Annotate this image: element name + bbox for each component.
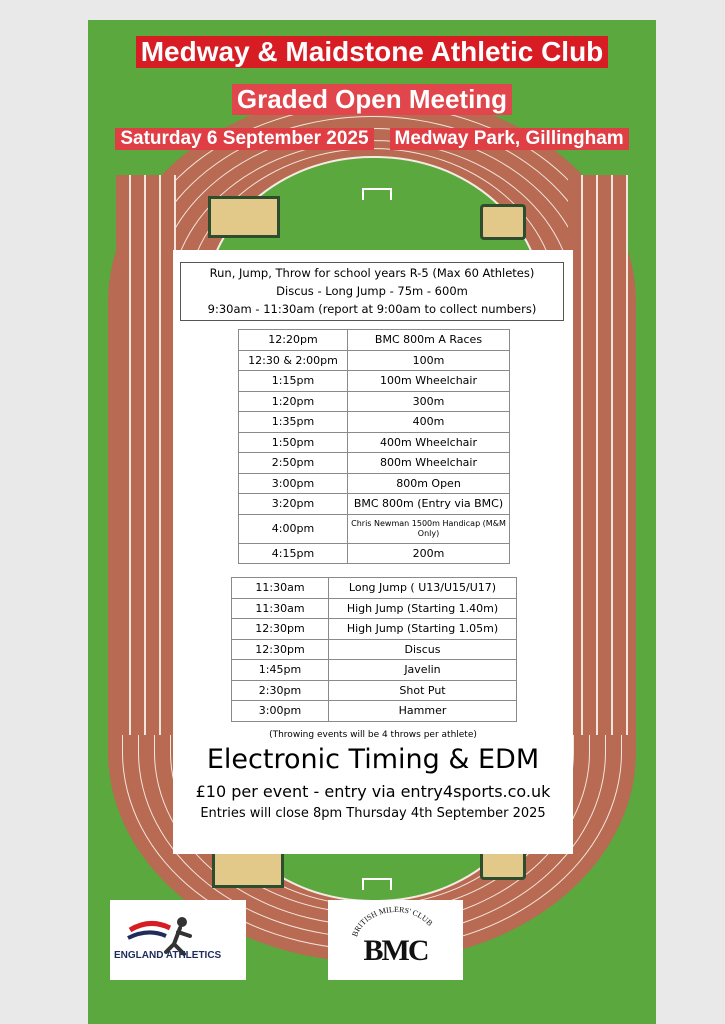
england-athletics-logo xyxy=(110,900,246,980)
table-row xyxy=(232,598,517,619)
entry-fee: £10 per event - entry via entry4sports.co.uk xyxy=(195,782,551,801)
event-time: 3:00pm xyxy=(232,701,329,722)
table-row xyxy=(239,473,510,494)
table-row xyxy=(232,660,517,681)
track-events-table xyxy=(238,329,510,564)
event-time: 1:20pm xyxy=(239,391,348,412)
event-name: Shot Put xyxy=(329,680,517,701)
event-name: 800m Open xyxy=(348,473,510,494)
table-row xyxy=(239,494,510,515)
event-time: 12:30 & 2:00pm xyxy=(239,350,348,371)
sand-pit xyxy=(208,196,280,238)
club-title: Medway & Maidstone Athletic Club xyxy=(88,36,656,68)
home-straight xyxy=(116,175,176,735)
intro-line: Run, Jump, Throw for school years R-5 (Max 60 Athletes) xyxy=(209,266,535,280)
runner-icon xyxy=(110,900,246,980)
event-name: 100m xyxy=(348,350,510,371)
event-name: 400m Wheelchair xyxy=(348,432,510,453)
event-time: 3:00pm xyxy=(239,473,348,494)
england-athletics-text: ENGLAND ATHLETICS xyxy=(114,950,222,961)
event-time: 3:20pm xyxy=(239,494,348,515)
event-time: 1:35pm xyxy=(239,412,348,433)
table-row xyxy=(232,578,517,599)
event-time: 2:30pm xyxy=(232,680,329,701)
table-row xyxy=(239,371,510,392)
event-name: Javelin xyxy=(329,660,517,681)
meeting-date: Saturday 6 September 2025 xyxy=(115,128,373,150)
bmc-monogram: BMC xyxy=(363,934,428,967)
back-straight xyxy=(568,175,628,735)
table-row xyxy=(232,639,517,660)
event-time: 2:50pm xyxy=(239,453,348,474)
table-row xyxy=(232,680,517,701)
timetable-panel xyxy=(173,250,573,854)
hurdle xyxy=(362,878,392,890)
event-time: 1:45pm xyxy=(232,660,329,681)
event-name: Discus xyxy=(329,639,517,660)
intro-line: 9:30am - 11:30am (report at 9:00am to collect numbers) xyxy=(207,302,537,316)
table-row xyxy=(239,514,510,543)
event-name: Chris Newman 1500m Handicap (M&M Only) xyxy=(348,514,510,543)
timing-heading: Electronic Timing & EDM xyxy=(206,744,540,775)
table-row xyxy=(239,432,510,453)
bmc-logo xyxy=(328,900,463,980)
intro-line: Discus - Long Jump - 75m - 600m xyxy=(276,284,468,298)
table-row xyxy=(239,412,510,433)
event-name: 400m xyxy=(348,412,510,433)
event-time: 11:30am xyxy=(232,578,329,599)
event-name: 800m Wheelchair xyxy=(348,453,510,474)
event-name: 100m Wheelchair xyxy=(348,371,510,392)
event-time: 12:30pm xyxy=(232,619,329,640)
event-name: Hammer xyxy=(329,701,517,722)
event-name: 300m xyxy=(348,391,510,412)
run-jump-throw-box xyxy=(180,262,564,321)
meeting-venue: Medway Park, Gillingham xyxy=(390,128,629,150)
event-name: High Jump (Starting 1.05m) xyxy=(329,619,517,640)
event-name: High Jump (Starting 1.40m) xyxy=(329,598,517,619)
date-venue xyxy=(88,128,656,150)
event-time: 12:20pm xyxy=(239,330,348,351)
table-row xyxy=(239,350,510,371)
field-events-table xyxy=(231,577,517,722)
svg-text:BRITISH MILERS' CLUB: BRITISH MILERS' CLUB xyxy=(350,904,435,938)
event-time: 12:30pm xyxy=(232,639,329,660)
meeting-title: Graded Open Meeting xyxy=(88,84,656,115)
throwing-note: (Throwing events will be 4 throws per athlete) xyxy=(269,730,477,740)
event-time: 1:50pm xyxy=(239,432,348,453)
event-poster xyxy=(88,20,656,1024)
event-name: Long Jump ( U13/U15/U17) xyxy=(329,578,517,599)
throwing-circle xyxy=(480,204,526,240)
table-row xyxy=(239,453,510,474)
table-row xyxy=(239,330,510,351)
event-time: 11:30am xyxy=(232,598,329,619)
event-time: 1:15pm xyxy=(239,371,348,392)
table-row xyxy=(239,543,510,564)
entry-closing: Entries will close 8pm Thursday 4th September 2025 xyxy=(200,806,546,821)
event-time: 4:15pm xyxy=(239,543,348,564)
table-row xyxy=(239,391,510,412)
event-name: 200m xyxy=(348,543,510,564)
event-time: 4:00pm xyxy=(239,514,348,543)
hurdle xyxy=(362,188,392,200)
table-row xyxy=(232,701,517,722)
event-name: BMC 800m A Races xyxy=(348,330,510,351)
table-row xyxy=(232,619,517,640)
event-name: BMC 800m (Entry via BMC) xyxy=(348,494,510,515)
